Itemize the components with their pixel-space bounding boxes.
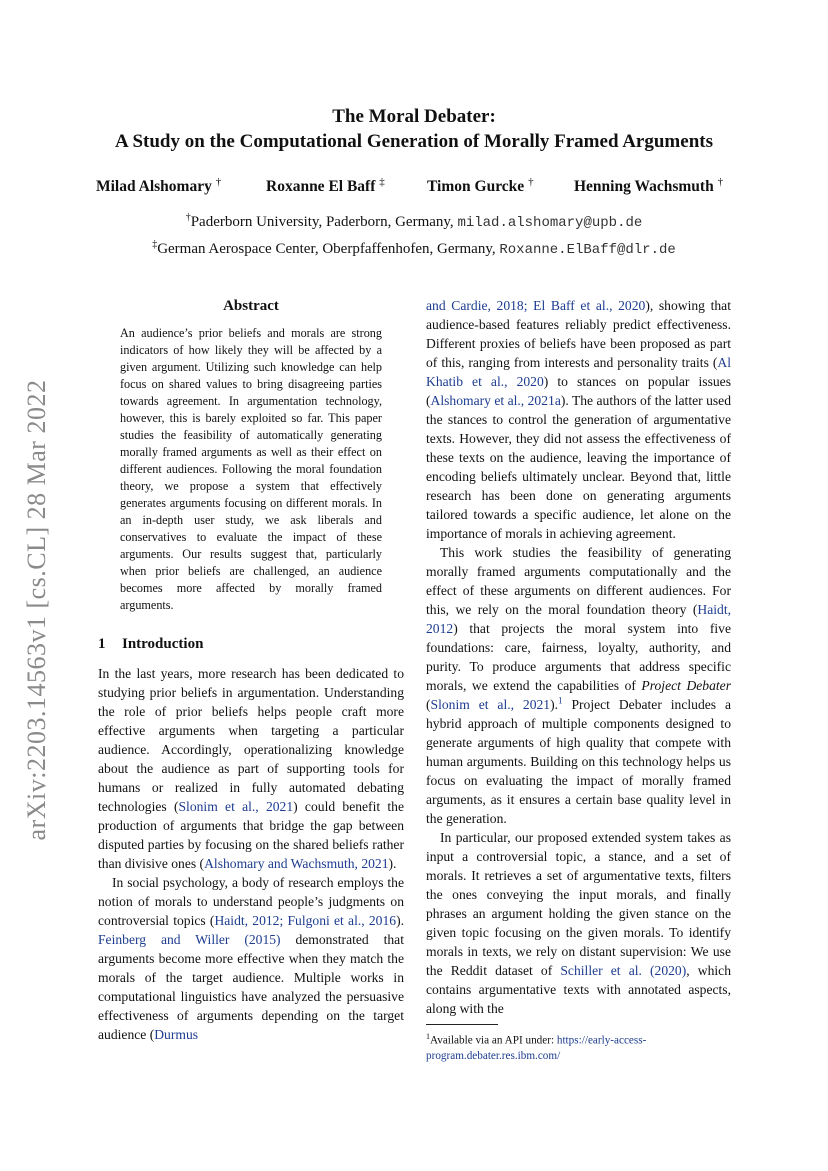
email: Roxanne.ElBaff@dlr.de	[499, 242, 676, 258]
affiliation: †Paderborn University, Paderborn, Germany, milad.alshomary@upb.de	[185, 212, 643, 231]
affiliations	[80, 207, 748, 261]
footnote-link[interactable]: https://early-access-program.debater.res.ibm.com/	[426, 1034, 647, 1062]
footnote: $^1$Available via an API under: https://early-access-program.debater.res.ibm.com/	[426, 1032, 647, 1062]
abstract-text: An audience’s prior beliefs and morals are strong indicators of how likely they will be affected by a given argument. Utilizing such knowledge can help focus on shared values to bring disagreeing parties towards agreement. In argumentation technology, however, this is barely exploited so far. This paper studies the feasibility of automatically generating morally framed arguments as well as their effect on different audiences. Following the moral foundation theory, we propose a system that effectively generates arguments focusing on different morals. In an in-depth user study, we ask liberals and conservatives to evaluate the impact of these arguments. Our results suggest that, particularly when prior beliefs are challenged, an audience becomes more affected by morally framed arguments.	[120, 326, 382, 612]
arxiv-identifier: arXiv:2203.14563v1 [cs.CL] 28 Mar 2022	[22, 379, 51, 841]
affiliation: ‡German Aerospace Center, Oberpfaffenhofen, Germany, Roxanne.ElBaff@dlr.de	[152, 239, 676, 258]
citation-link[interactable]: Al Khatib et al., 2020	[426, 355, 731, 389]
abstract-heading: Abstract	[223, 298, 279, 314]
citation-link[interactable]: Haidt, 2012	[426, 602, 731, 636]
citation-link[interactable]: Durmus	[154, 1027, 199, 1042]
footnote-marker[interactable]: 1	[558, 695, 563, 706]
author: Roxanne El Baff ‡	[266, 176, 385, 196]
author: Milad Alshomary †	[96, 176, 222, 196]
paragraph: This work studies the feasibility of generating morally framed arguments computationally and the effect of these arguments on different audiences. For this, we rely on the moral foundation theory (Haidt, 2012) that projects the moral system into five foundations: care, fairness, loyalty, authority, and purity. To produce arguments that address specific morals, we extend the capabilities of Project Debater (Slonim et al., 2021).$^1$ Project Debater includes a hybrid approach of multiple components designed to generate arguments of high quality that compete with human arguments. Building on this technology helps us focus on evaluating the impact of morally framed arguments, as it ensures a certain base quality level in the generation.	[426, 545, 731, 826]
citation-link[interactable]: and Cardie, 2018; El Baff et al., 2020	[426, 298, 646, 313]
citation-link[interactable]: Feinberg and Willer (2015)	[98, 932, 281, 947]
title-line-2: A Study on the Computational Generation of Morally Framed Arguments	[115, 131, 713, 152]
paragraph: In social psychology, a body of research employs the notion of morals to understand people’s judgments on controversial topics (Haidt, 2012; Fulgoni et al., 2016). Feinberg and Willer (2015) demonstrated that arguments become more effective when they match the morals of the target audience. Multiple works in computational linguistics have analyzed the persuasive effectiveness of arguments depending on the target audience (Durmus	[98, 875, 405, 1042]
citation-link[interactable]: Schiller et al. (2020)	[560, 963, 687, 978]
paragraph: In particular, our proposed extended system takes as input a controversial topic, a stance, and a set of morals. It retrieves a set of argumentative texts, filters the ones conveying the input morals, and finally phrases an argument holding the given stance on the given topic focusing on the given morals. To identify morals in texts, we rely on distant supervision: We use the Reddit dataset of Schiller et al. (2020), which contains argumentative texts with annotated aspects, along with the	[426, 830, 731, 1016]
paragraph: In the last years, more research has been dedicated to studying prior beliefs in argumentation. Understanding the role of prior beliefs helps people craft more effective arguments when targeting a particular audience. Accordingly, operationalizing knowledge about the audience as part of supporting tools for humans or realized in fully automated debating technologies (Slonim et al., 2021) could benefit the production of arguments that bridge the gap between disputed parties by focusing on the shared beliefs rather than divisive ones (Alshomary and Wachsmuth, 2021).	[98, 666, 404, 871]
right-column	[426, 296, 731, 1064]
citation-link[interactable]: Slonim et al., 2021	[178, 799, 294, 814]
arxiv-sidebar	[12, 360, 62, 860]
author: Timon Gurcke †	[427, 176, 534, 196]
left-column	[98, 296, 404, 1044]
footnote-divider	[426, 1024, 498, 1025]
citation-link[interactable]: Haidt, 2012; Fulgoni et al., 2016	[214, 913, 397, 928]
italic-term: Project Debater	[641, 678, 731, 693]
email: milad.alshomary@upb.de	[457, 215, 643, 231]
title-line-1: The Moral Debater:	[332, 106, 496, 127]
citation-link[interactable]: Alshomary and Wachsmuth, 2021	[204, 856, 389, 871]
paragraph: and Cardie, 2018; El Baff et al., 2020), showing that audience-based features reliably predict effectiveness. Different proxies of beliefs have been proposed as part of this, ranging from interests and personality traits (Al Khatib et al., 2020) to stances on popular issues (Alshomary et al., 2021a). The authors of the latter used the stances to control the generation of argumentative texts. However, they did not assess the effectiveness of these texts on the audience, leaving the importance of encoding beliefs ultimately unclear. Beyond that, little research has been done on generating arguments tailored towards a specific audience, let alone on the importance of morals in achieving agreement.	[426, 298, 732, 541]
paper-title	[80, 104, 748, 154]
citation-link[interactable]: Alshomary et al., 2021a	[430, 393, 561, 408]
citation-link[interactable]: Slonim et al., 2021	[430, 697, 551, 712]
section-heading: 1 Introduction	[98, 636, 204, 652]
author: Henning Wachsmuth †	[574, 176, 724, 196]
